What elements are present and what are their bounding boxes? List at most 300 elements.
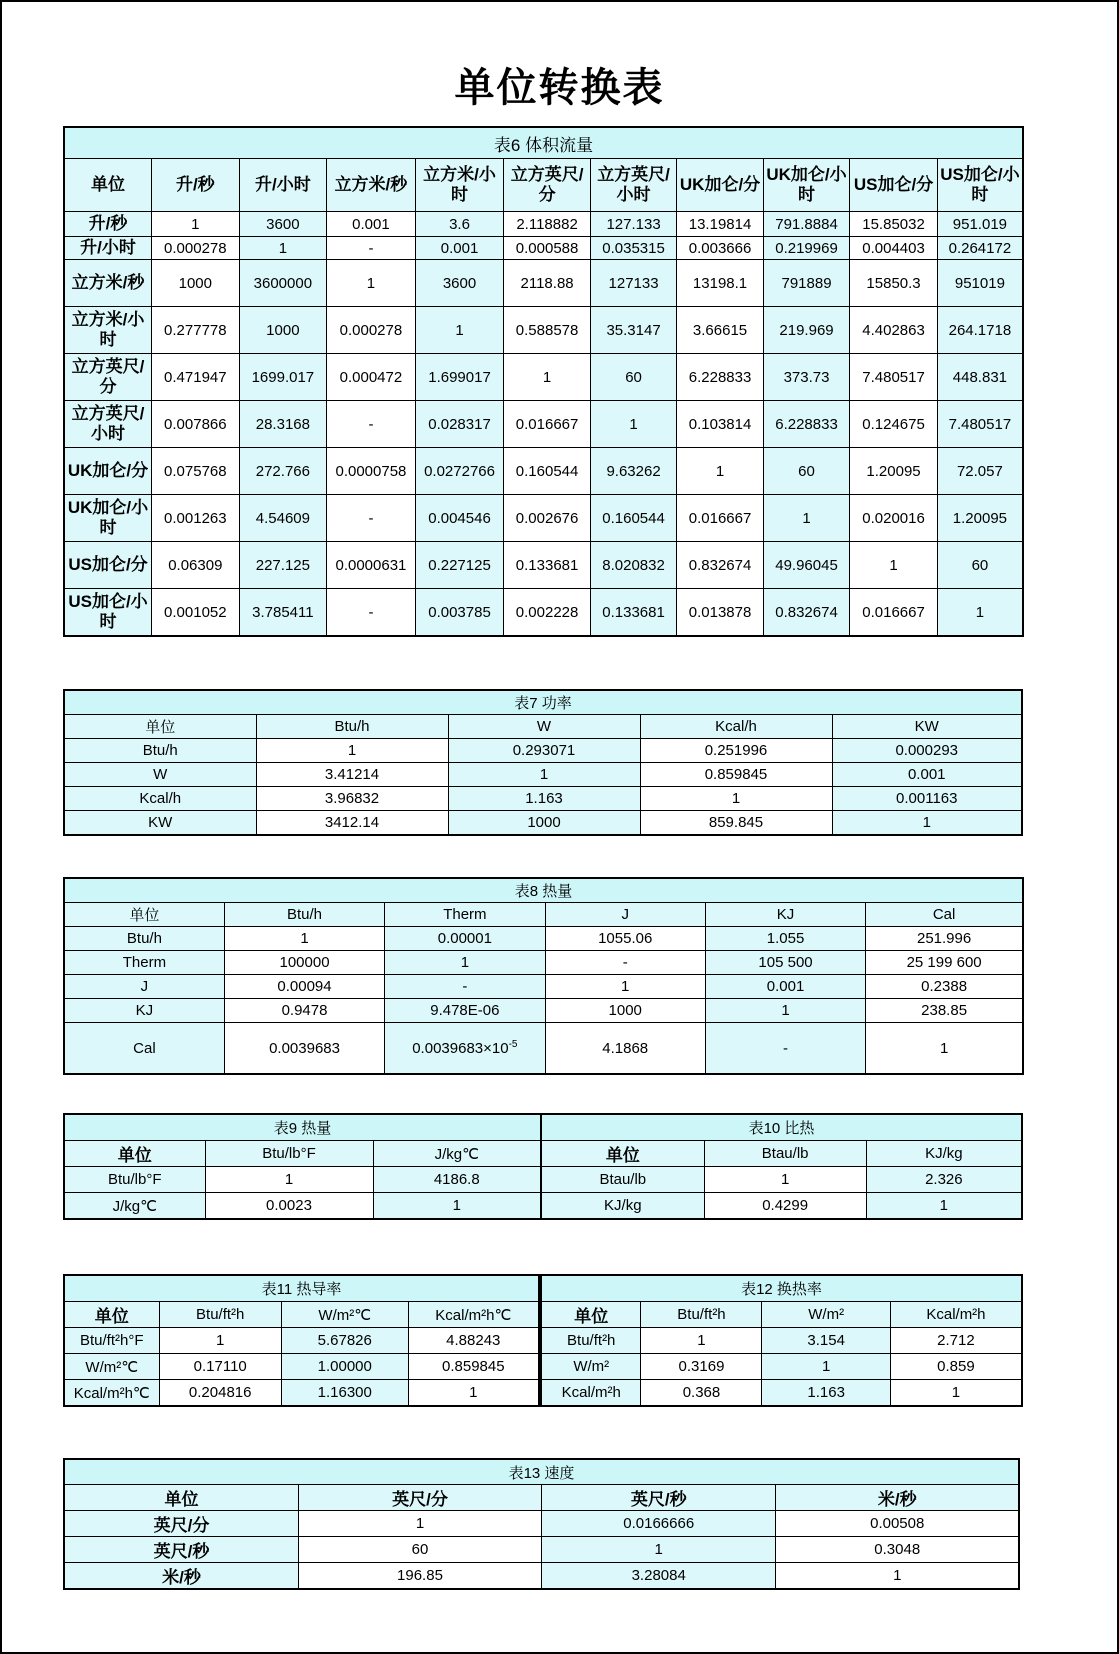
row-header bbox=[64, 1354, 159, 1380]
cell-text: 0.0039683 bbox=[269, 1039, 340, 1057]
column-header: Btu/ft²h bbox=[641, 1302, 762, 1328]
cell-text: 100000 bbox=[279, 954, 330, 971]
table-cell bbox=[590, 589, 676, 637]
cell-text: 1.00000 bbox=[317, 1358, 372, 1375]
table-cell bbox=[541, 1563, 776, 1590]
cell-text: 1 bbox=[781, 1002, 790, 1019]
column-header: 单位 bbox=[64, 1141, 205, 1167]
cell-text: 1 bbox=[300, 930, 309, 947]
column-header: W/m²℃ bbox=[281, 1302, 408, 1328]
cell-text: 0.0272766 bbox=[424, 462, 495, 480]
table-cell bbox=[504, 448, 590, 495]
table-row bbox=[541, 1167, 1022, 1193]
table-cell bbox=[504, 589, 590, 637]
cell-text: 2.118882 bbox=[516, 215, 578, 233]
cell-text: 4.54609 bbox=[255, 509, 310, 527]
cell-text: 0.001163 bbox=[896, 790, 958, 807]
cell-text: - bbox=[368, 239, 374, 257]
table-row bbox=[541, 1380, 1022, 1407]
cell-text: 0.277778 bbox=[164, 321, 227, 339]
table-row bbox=[64, 1563, 1019, 1590]
cell-text: 3.28084 bbox=[631, 1567, 686, 1584]
cell-text: 7.480517 bbox=[948, 415, 1012, 433]
table-row bbox=[64, 951, 1023, 975]
table-cell bbox=[327, 307, 416, 354]
table-cell bbox=[704, 1193, 866, 1220]
table-cell bbox=[415, 307, 504, 354]
table-cell bbox=[327, 589, 416, 637]
table-cell bbox=[763, 260, 849, 307]
table-cell bbox=[299, 1511, 542, 1537]
cell-text: 5.67826 bbox=[317, 1332, 372, 1349]
table-row bbox=[541, 1193, 1022, 1220]
cell-text: 1.20095 bbox=[866, 462, 921, 480]
cell-text: Btu/h bbox=[126, 930, 162, 947]
table-cell bbox=[763, 354, 849, 401]
row-header bbox=[64, 260, 152, 307]
column-header: 升/秒 bbox=[152, 159, 240, 212]
table-cell bbox=[866, 927, 1023, 951]
row-header bbox=[64, 1023, 224, 1075]
cell-text: J/kg℃ bbox=[112, 1197, 157, 1215]
cell-text: 0.00094 bbox=[277, 978, 332, 995]
table-cell bbox=[832, 739, 1022, 763]
column-header: 英尺/秒 bbox=[541, 1485, 776, 1511]
row-header bbox=[64, 212, 152, 237]
column-header: Btu/h bbox=[256, 715, 448, 739]
column-header: 立方英尺/分 bbox=[504, 159, 590, 212]
table-row bbox=[64, 1511, 1019, 1537]
table-cell bbox=[408, 1380, 539, 1407]
cell-text: 1 bbox=[284, 1171, 294, 1188]
table-cell bbox=[281, 1354, 408, 1380]
table-cell bbox=[152, 448, 240, 495]
cell-text: 英尺/分 bbox=[153, 1516, 210, 1535]
cell-text: 2118.88 bbox=[520, 274, 574, 292]
table-cell bbox=[504, 260, 590, 307]
table-cell bbox=[239, 237, 327, 260]
cell-text: 60 bbox=[411, 1541, 429, 1558]
cell-text: 13.19814 bbox=[688, 215, 752, 233]
cell-text: Btu/ft²h°F bbox=[79, 1332, 144, 1349]
cell-text: 15850.3 bbox=[866, 274, 921, 292]
table-cell bbox=[152, 542, 240, 589]
table-cell bbox=[224, 951, 384, 975]
column-header: Kcal/m²h℃ bbox=[408, 1302, 539, 1328]
table-cell bbox=[677, 260, 763, 307]
table-cell bbox=[327, 448, 416, 495]
cell-text: 1000 bbox=[178, 274, 212, 292]
row-header bbox=[64, 1511, 299, 1537]
cell-text: 0.0000758 bbox=[335, 462, 407, 480]
table-cell bbox=[152, 260, 240, 307]
table-cell bbox=[641, 1328, 762, 1354]
cell-text: 1000 bbox=[527, 814, 561, 831]
cell-text: 1 bbox=[715, 462, 725, 480]
column-header: 单位 bbox=[64, 159, 152, 212]
table-cell bbox=[763, 589, 849, 637]
table-row bbox=[541, 1354, 1022, 1380]
cell-text: 791889 bbox=[781, 274, 832, 292]
cell-text: 1000 bbox=[266, 321, 300, 339]
cell-text: 448.831 bbox=[952, 368, 1008, 386]
table-cell bbox=[590, 307, 676, 354]
table-cell bbox=[239, 354, 327, 401]
cell-text: 0.003785 bbox=[428, 603, 491, 621]
cell-text: 0.001052 bbox=[164, 603, 227, 621]
table-cell bbox=[590, 237, 676, 260]
table-cell bbox=[832, 811, 1022, 836]
cell-text: 105 500 bbox=[758, 954, 813, 971]
cell-text: 0.0166666 bbox=[623, 1515, 695, 1532]
row-header bbox=[64, 975, 224, 999]
cell-text: 升/小时 bbox=[80, 238, 136, 258]
table-caption: 表7 功率 bbox=[64, 690, 1022, 715]
cell-text: 0.293071 bbox=[512, 742, 576, 759]
table-cell bbox=[640, 787, 832, 811]
table-cell bbox=[504, 307, 590, 354]
cell-text: 7.480517 bbox=[862, 368, 925, 386]
cell-text: 立方英尺/小时 bbox=[71, 404, 145, 443]
table-cell bbox=[937, 354, 1023, 401]
table-cell bbox=[705, 975, 865, 999]
cell-text: 0.3048 bbox=[874, 1541, 921, 1558]
table-cell bbox=[705, 927, 865, 951]
cell-text: 3.96832 bbox=[324, 790, 380, 807]
cell-text: KJ/kg bbox=[604, 1197, 642, 1214]
table-cell bbox=[545, 1023, 705, 1075]
table-cell bbox=[415, 212, 504, 237]
cell-text: 272.766 bbox=[255, 462, 310, 480]
table-row bbox=[64, 787, 1022, 811]
row-header bbox=[541, 1167, 704, 1193]
table-row bbox=[64, 448, 1023, 495]
table-cell bbox=[677, 495, 763, 542]
cell-text: 0.859 bbox=[937, 1358, 975, 1375]
row-header bbox=[64, 448, 152, 495]
column-header: Btu/ft²h bbox=[159, 1302, 281, 1328]
table-cell bbox=[866, 999, 1023, 1023]
table-cell bbox=[239, 260, 327, 307]
cell-text: 1.20095 bbox=[952, 509, 1008, 527]
cell-text: J bbox=[140, 978, 149, 995]
cell-text: 1 bbox=[629, 415, 638, 433]
column-header: KW bbox=[832, 715, 1022, 739]
table-cell bbox=[152, 307, 240, 354]
column-header: 单位 bbox=[64, 1485, 299, 1511]
table-cell bbox=[448, 811, 640, 836]
cell-text: - bbox=[368, 415, 374, 433]
cell-text: 1.163 bbox=[525, 790, 563, 807]
cell-text: 0.832674 bbox=[775, 603, 838, 621]
table-velocity bbox=[63, 1458, 1020, 1590]
table-heat-transfer-rate bbox=[540, 1274, 1023, 1407]
cell-text: 4.1868 bbox=[602, 1039, 649, 1057]
cell-text: 859.845 bbox=[708, 814, 764, 831]
cell-text: 1 bbox=[347, 742, 357, 759]
cell-text: 1 bbox=[415, 1515, 425, 1532]
table-cell bbox=[590, 212, 676, 237]
row-header bbox=[64, 1328, 159, 1354]
table-cell bbox=[776, 1511, 1019, 1537]
cell-text: 1.699017 bbox=[428, 368, 491, 386]
cell-text: Kcal/m²h bbox=[561, 1384, 621, 1401]
cell-text: 0.368 bbox=[682, 1384, 721, 1401]
cell-text: 0.000278 bbox=[164, 239, 227, 257]
cell-text: 0.000472 bbox=[339, 368, 403, 386]
table-cell bbox=[590, 260, 676, 307]
cell-text: 米/秒 bbox=[162, 1568, 201, 1587]
table-cell bbox=[239, 401, 327, 448]
table-row bbox=[64, 1023, 1023, 1075]
table-cell bbox=[224, 1023, 384, 1075]
cell-text: 0.075768 bbox=[164, 462, 227, 480]
cell-text: US加仑/分 bbox=[68, 555, 148, 575]
table-cell bbox=[408, 1354, 539, 1380]
cell-text: 1 bbox=[460, 954, 470, 971]
cell-text: 0.004546 bbox=[428, 509, 491, 527]
row-header bbox=[64, 1563, 299, 1590]
table-row bbox=[64, 542, 1023, 589]
table-cell bbox=[677, 589, 763, 637]
cell-text: 0.133681 bbox=[515, 556, 579, 574]
table-cell bbox=[159, 1354, 281, 1380]
table-cell bbox=[763, 401, 849, 448]
column-header: 英尺/分 bbox=[299, 1485, 542, 1511]
cell-text: 1 bbox=[366, 274, 376, 292]
table-cell bbox=[205, 1167, 373, 1193]
cell-text: 0.00508 bbox=[870, 1515, 925, 1532]
cell-text: 1 bbox=[455, 321, 464, 339]
cell-text: 0.035315 bbox=[602, 239, 665, 257]
table-cell bbox=[448, 739, 640, 763]
cell-text: 127.133 bbox=[606, 215, 661, 233]
cell-text: 49.96045 bbox=[775, 556, 838, 574]
cell-text: 1 bbox=[542, 368, 552, 386]
table-cell bbox=[415, 495, 504, 542]
table-cell bbox=[866, 1023, 1023, 1075]
cell-text: 0.002228 bbox=[515, 603, 579, 621]
table-cell bbox=[545, 951, 705, 975]
table-cell bbox=[256, 787, 448, 811]
table-cell bbox=[763, 448, 849, 495]
table-cell bbox=[704, 1167, 866, 1193]
table-cell bbox=[281, 1380, 408, 1407]
cell-text: 1 bbox=[975, 603, 985, 621]
cell-text: 4186.8 bbox=[433, 1171, 480, 1188]
table-cell bbox=[641, 1354, 762, 1380]
table-cell bbox=[937, 307, 1023, 354]
table-row bbox=[64, 354, 1023, 401]
table-cell bbox=[256, 763, 448, 787]
row-header bbox=[64, 1537, 299, 1563]
cell-text: 0.000278 bbox=[339, 321, 403, 339]
cell-text: 立方米/小时 bbox=[71, 310, 145, 349]
cell-text: 0.013878 bbox=[688, 603, 752, 621]
table-cell bbox=[504, 542, 590, 589]
cell-text: 0.251996 bbox=[704, 742, 768, 759]
cell-text: 3.785411 bbox=[252, 603, 314, 621]
row-header bbox=[64, 542, 152, 589]
cell-text: Btau/lb bbox=[599, 1171, 647, 1188]
table-cell bbox=[832, 763, 1022, 787]
table-cell bbox=[159, 1380, 281, 1407]
table-cell bbox=[677, 212, 763, 237]
cell-text: 0.859845 bbox=[704, 766, 768, 783]
table-cell bbox=[640, 739, 832, 763]
table-cell bbox=[152, 589, 240, 637]
table-cell bbox=[762, 1354, 890, 1380]
table-cell bbox=[677, 448, 763, 495]
table-cell bbox=[152, 354, 240, 401]
cell-text: 35.3147 bbox=[606, 321, 661, 339]
table-cell bbox=[763, 307, 849, 354]
column-header: 单位 bbox=[64, 715, 256, 739]
table-power bbox=[63, 689, 1023, 836]
table-row bbox=[64, 975, 1023, 999]
cell-text: 1 bbox=[697, 1332, 706, 1349]
column-header: KJ/kg bbox=[866, 1141, 1022, 1167]
table-cell bbox=[239, 448, 327, 495]
cell-text: 3412.14 bbox=[324, 814, 380, 831]
table-cell bbox=[866, 975, 1023, 999]
table-heat-quantity-2 bbox=[63, 1113, 542, 1220]
row-header bbox=[64, 307, 152, 354]
table-row bbox=[64, 763, 1022, 787]
table-row bbox=[64, 495, 1023, 542]
table-cell bbox=[256, 739, 448, 763]
cell-text: Kcal/h bbox=[139, 790, 182, 807]
column-header: Therm bbox=[385, 903, 545, 927]
table-cell bbox=[385, 1023, 545, 1075]
cell-text: 1 bbox=[939, 1197, 949, 1214]
table-cell bbox=[850, 401, 938, 448]
table-cell bbox=[415, 448, 504, 495]
cell-text: 1 bbox=[939, 1039, 949, 1057]
cell-text: 1 bbox=[951, 1384, 961, 1401]
table-cell bbox=[327, 237, 416, 260]
cell-text: 0.103814 bbox=[688, 415, 752, 433]
table-cell bbox=[281, 1328, 408, 1354]
cell-text: 0.133681 bbox=[602, 603, 665, 621]
column-header: 立方英尺/小时 bbox=[590, 159, 676, 212]
table-cell bbox=[937, 401, 1023, 448]
table-cell bbox=[850, 212, 938, 237]
column-header: US加仑/分 bbox=[850, 159, 938, 212]
table-cell bbox=[705, 1023, 865, 1075]
table-cell bbox=[705, 951, 865, 975]
table-cell bbox=[850, 307, 938, 354]
cell-text: 1 bbox=[621, 978, 630, 995]
column-header: Btu/h bbox=[224, 903, 384, 927]
cell-text: W/m²℃ bbox=[85, 1358, 139, 1376]
cell-text: 238.85 bbox=[921, 1002, 968, 1019]
cell-text: 0.3169 bbox=[678, 1358, 725, 1375]
cell-text: 951019 bbox=[954, 274, 1005, 292]
table-cell bbox=[239, 589, 327, 637]
table-cell bbox=[937, 212, 1023, 237]
cell-text: 373.73 bbox=[783, 368, 830, 386]
table-row bbox=[64, 237, 1023, 260]
row-header bbox=[64, 999, 224, 1023]
table-caption: 表12 换热率 bbox=[541, 1275, 1022, 1302]
table-cell bbox=[762, 1328, 890, 1354]
table-cell bbox=[541, 1537, 776, 1563]
cell-text: 0.001 bbox=[440, 239, 479, 257]
table-cell bbox=[545, 927, 705, 951]
column-header: 单位 bbox=[64, 903, 224, 927]
table-cell bbox=[590, 448, 676, 495]
column-header: UK加仑/小时 bbox=[763, 159, 849, 212]
table-cell bbox=[677, 401, 763, 448]
column-header: 单位 bbox=[64, 1302, 159, 1328]
cell-text: 0.016667 bbox=[688, 509, 752, 527]
table-cell bbox=[705, 999, 865, 1023]
table-cell bbox=[152, 401, 240, 448]
cell-text: 4.88243 bbox=[446, 1332, 501, 1349]
cell-text: UK加仑/小时 bbox=[67, 498, 149, 537]
column-header: W bbox=[448, 715, 640, 739]
table-cell bbox=[590, 495, 676, 542]
table-cell bbox=[224, 975, 384, 999]
table-cell bbox=[890, 1328, 1022, 1354]
table-row bbox=[64, 260, 1023, 307]
cell-text: 0.028317 bbox=[428, 415, 491, 433]
cell-text: 1 bbox=[822, 1358, 831, 1375]
cell-text: 3.66615 bbox=[692, 321, 748, 339]
table-cell bbox=[937, 495, 1023, 542]
table-row bbox=[541, 1328, 1022, 1354]
row-header bbox=[64, 237, 152, 260]
cell-text: 0.124675 bbox=[862, 415, 925, 433]
table-cell bbox=[224, 927, 384, 951]
table-cell bbox=[763, 237, 849, 260]
column-header: KJ bbox=[705, 903, 865, 927]
table-cell bbox=[408, 1328, 539, 1354]
table-cell bbox=[415, 237, 504, 260]
table-cell bbox=[159, 1328, 281, 1354]
table-cell bbox=[776, 1563, 1019, 1590]
table-cell bbox=[850, 354, 938, 401]
cell-text: 0.00001 bbox=[437, 930, 492, 947]
row-header bbox=[64, 401, 152, 448]
cell-text: 15.85032 bbox=[862, 215, 925, 233]
table-cell bbox=[239, 495, 327, 542]
table-row bbox=[64, 999, 1023, 1023]
cell-text: 0.002676 bbox=[515, 509, 579, 527]
cell-text: 0.859845 bbox=[442, 1358, 505, 1375]
table-caption: 表6 体积流量 bbox=[64, 127, 1023, 159]
cell-text: Kcal/m²h℃ bbox=[73, 1384, 150, 1402]
table-row bbox=[64, 927, 1023, 951]
cell-text: 951.019 bbox=[952, 215, 1008, 233]
table-cell bbox=[205, 1193, 373, 1220]
cell-text: 251.996 bbox=[916, 930, 972, 947]
cell-text: 0.160544 bbox=[515, 462, 579, 480]
column-header: US加仑/小时 bbox=[937, 159, 1023, 212]
table-cell bbox=[866, 951, 1023, 975]
table-row bbox=[64, 212, 1023, 237]
cell-text: - bbox=[783, 1039, 789, 1057]
cell-text: 2.326 bbox=[925, 1171, 963, 1188]
table-cell bbox=[850, 237, 938, 260]
table-cell bbox=[850, 448, 938, 495]
cell-text: 0.020016 bbox=[862, 509, 925, 527]
cell-text: 0.227125 bbox=[428, 556, 491, 574]
table-cell bbox=[152, 212, 240, 237]
table-cell bbox=[937, 260, 1023, 307]
table-cell bbox=[832, 787, 1022, 811]
